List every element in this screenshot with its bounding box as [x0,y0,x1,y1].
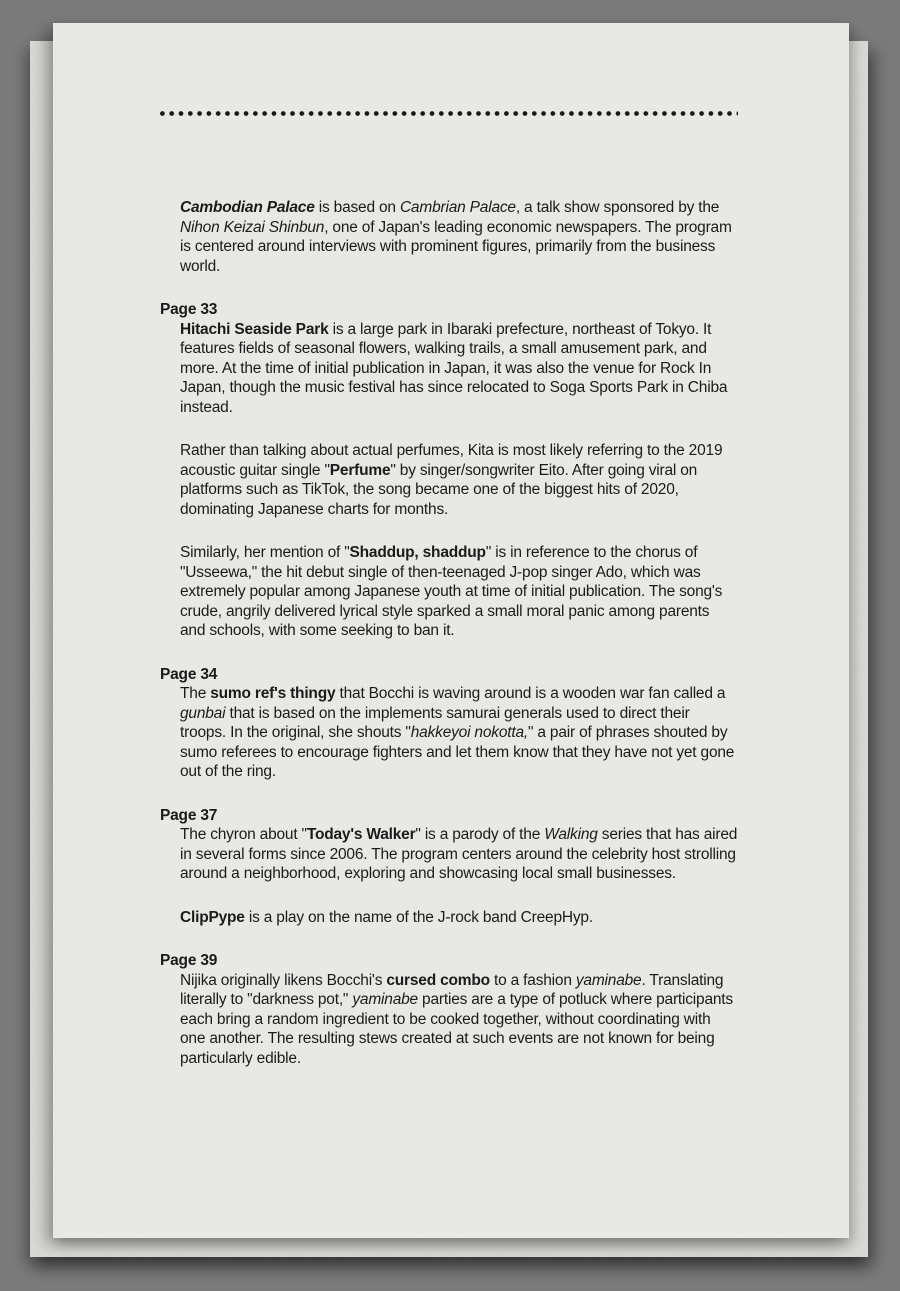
text-segment: . Translating literally to "darkness pot," [180,971,724,1008]
paragraph [180,908,738,928]
page-content [160,111,738,1068]
notes-section [160,300,738,641]
text-segment: Nijika originally likens Bocchi's [180,971,387,989]
text-segment: to a fashion [489,971,576,989]
text-segment: parties are a type of potluck where participants each bring a random ingredient to be cooked together, without coordinating with one another. The resulting stews created at such events are not known for being particularly edible. [180,991,733,1067]
notes-section [160,665,738,782]
paragraph [180,825,738,884]
text-segment: hakkeyoi nokotta, [410,724,528,741]
text-segment: , one of Japan's leading economic newspapers. The program is centered around interviews with prominent figures, primarily from the business world. [180,218,732,275]
text-segment: " a pair of phrases shouted by sumo referees to encourage fighters and let them know that they have not yet gone out of the ring. [180,724,735,780]
text-segment: yaminabe [575,971,642,989]
text-segment: is a large park in Ibaraki prefecture, northeast of Tokyo. It features fields of seasonal flowers, walking trails, a small amusement park, and more. At the time of initial publication in Japan, it was also the venue for Rock In Japan, though the music festival has since relocated to Soga Sports Park in Chiba instead. [180,320,728,416]
section-paragraphs [180,684,738,782]
paper-sheet-front [53,23,849,1238]
text-segment: Hitachi Seaside Park [180,320,329,338]
notes-section [160,198,738,276]
section-paragraphs [180,320,738,641]
section-paragraphs [180,198,738,276]
paragraph [180,320,738,418]
notes-section [160,806,738,928]
text-segment: yaminabe [352,991,418,1008]
page-header: Page 37 [160,806,218,824]
text-segment: " is a parody of the [415,826,545,843]
text-segment: gunbai [180,704,226,722]
text-segment: sumo ref's thingy [210,685,336,702]
dotted-divider [160,111,738,116]
text-segment: Shaddup, shaddup [349,544,486,561]
page-header: Page 34 [160,665,218,683]
text-segment: Today's Walker [306,826,416,843]
paragraph [180,198,738,276]
text-segment: The [180,685,211,702]
paragraph [180,971,738,1069]
page-header: Page 33 [160,301,218,318]
text-segment: series that has aired in several forms since 2006. The program centers around the celebrity host strolling around a neighborhood, exploring and showcasing local small businesses. [180,826,738,882]
text-segment: Cambodian Palace [180,199,315,216]
text-segment: " by singer/songwriter Eito. After going viral on platforms such as TikTok, the song became one of the biggest hits of 2020, dominating Japanese charts for months. [180,461,698,518]
text-segment: that is based on the implements samurai generals used to direct their troops. In the original, she shouts " [180,704,690,741]
paragraph [180,441,738,519]
text-segment: Perfume [329,461,391,479]
text-segment: Similarly, her mention of " [180,544,350,561]
notes-section [160,951,738,1068]
text-segment: cursed combo [386,971,490,989]
text-segment: Nihon Keizai Shinbun [180,218,325,236]
paragraph [180,684,738,782]
text-segment: , a talk show sponsored by the [515,199,720,216]
notes-content [160,198,738,1068]
section-paragraphs [180,971,738,1069]
paragraph [180,543,738,641]
section-paragraphs [180,825,738,927]
text-segment: Rather than talking about actual perfumes, Kita is most likely referring to the 2019 acoustic guitar single " [180,442,723,479]
text-segment: ClipPype [180,908,245,926]
text-segment: is a play on the name of the J-rock band CreepHyp. [244,908,593,926]
text-segment: Walking [544,826,598,843]
text-segment: that Bocchi is waving around is a wooden war fan called a [335,685,726,702]
text-segment: " is in reference to the chorus of "Usseewa," the hit debut single of then-teenaged J-pop singer Ado, which was extremely popular among Japanese youth at time of initial publication. The song's crude, angrily delivered lyrical style sparked a small moral panic among parents and schools, with some seeking to ban it. [180,544,723,639]
text-segment: is based on [314,199,400,216]
text-segment: Cambrian Palace [399,199,516,216]
text-segment: The chyron about " [180,826,307,843]
page-header: Page 39 [160,952,218,969]
